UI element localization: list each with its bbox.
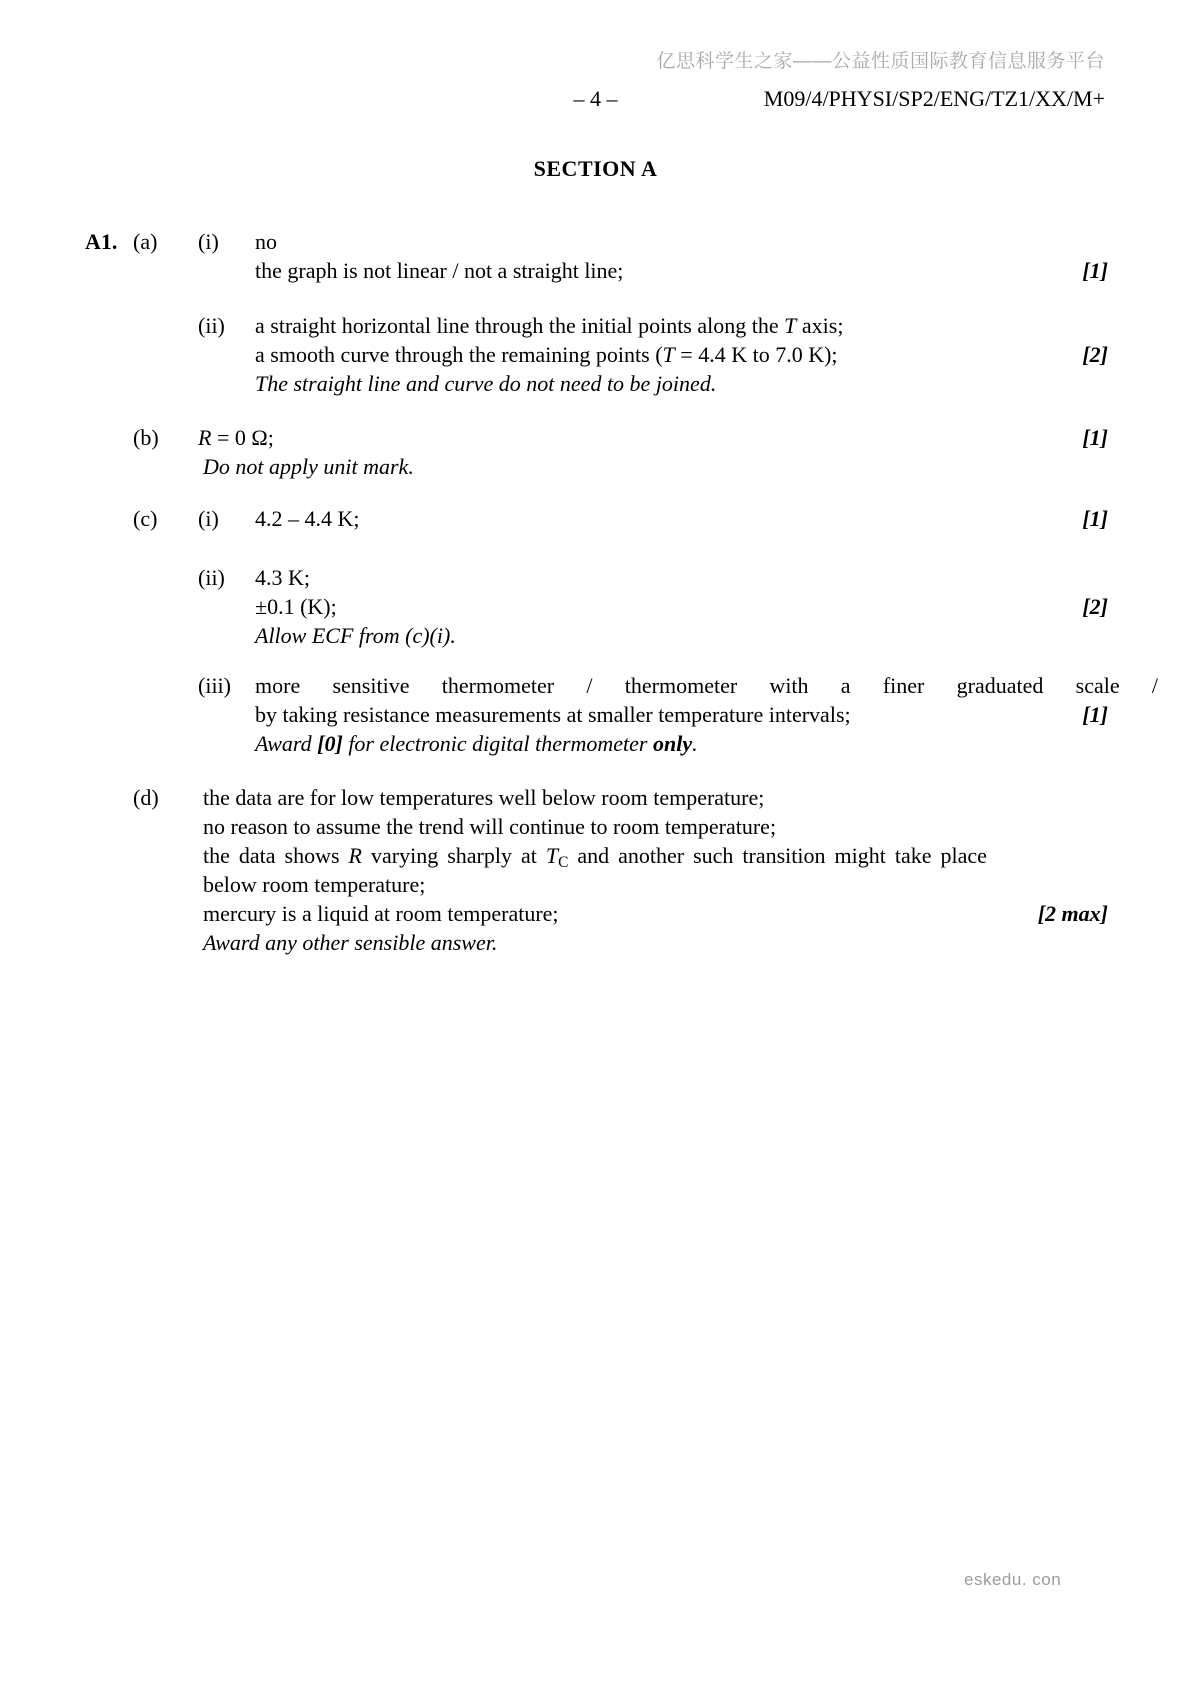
paper-code: M09/4/PHYSI/SP2/ENG/TZ1/XX/M+ <box>763 86 1105 111</box>
marks-badge: [2 max] <box>1037 901 1108 926</box>
answer-text: a smooth curve through the remaining points (T = 4.4 K to 7.0 K); <box>255 342 838 367</box>
answer-line <box>85 700 1158 729</box>
examiner-note: Do not apply unit mark. <box>203 454 414 479</box>
marks-badge: [1] <box>1082 506 1108 531</box>
examiner-note-line <box>85 729 1158 758</box>
answer-text: the data are for low temperatures well below room temperature; <box>203 785 765 810</box>
answer-line <box>85 870 1158 899</box>
question-number: A1. <box>85 229 118 254</box>
answer-text: no <box>255 229 277 254</box>
subpart-label-i: (i) <box>198 229 219 254</box>
answer-text: 4.2 – 4.4 K; <box>255 506 360 531</box>
site-watermark-top: 亿思科学生之家——公益性质国际教育信息服务平台 <box>656 51 1105 72</box>
site-watermark-bottom: eskedu. con <box>964 1570 1062 1589</box>
part-label-d: (d) <box>133 785 159 810</box>
answer-text: no reason to assume the trend will continue to room temperature; <box>203 814 777 839</box>
examiner-note: Award [0] for electronic digital thermometer only. <box>255 731 698 756</box>
examiner-note: Allow ECF from (c)(i). <box>255 623 456 648</box>
examiner-note: Award any other sensible answer. <box>203 930 498 955</box>
answer-text: 4.3 K; <box>255 565 310 590</box>
marks-badge: [1] <box>1082 425 1108 450</box>
page-number: – 4 – <box>573 86 618 111</box>
answer-line <box>85 592 1158 621</box>
answer-text: a straight horizontal line through the initial points along the T axis; <box>255 313 844 338</box>
answer-text: ±0.1 (K); <box>255 594 337 619</box>
examiner-note-line <box>85 928 1158 957</box>
answer-line <box>85 899 1158 928</box>
answer-line <box>85 340 1158 369</box>
examiner-note-line <box>85 621 1158 650</box>
part-label-c: (c) <box>133 506 158 531</box>
marks-badge: [1] <box>1082 702 1108 727</box>
examiner-note-line <box>85 369 1158 398</box>
answer-line <box>85 783 1158 812</box>
answers-content <box>85 227 1158 957</box>
examiner-note: The straight line and curve do not need to be joined. <box>255 371 717 396</box>
answer-text: below room temperature; <box>203 872 426 897</box>
marks-badge: [1] <box>1082 258 1108 283</box>
answer-text: the data shows R varying sharply at $T_C$ and another such transition might take place <box>203 843 987 871</box>
marks-badge: [2] <box>1082 594 1108 619</box>
answer-line <box>85 423 1158 452</box>
answer-line <box>85 227 1158 256</box>
marks-badge: [2] <box>1082 342 1108 367</box>
answer-text: more sensitive thermometer / thermometer with a finer graduated scale / <box>255 673 1158 698</box>
answer-text: by taking resistance measurements at smaller temperature intervals; <box>255 702 851 727</box>
answer-text: mercury is a liquid at room temperature; <box>203 901 559 926</box>
answer-text: the graph is not linear / not a straight line; <box>255 258 624 283</box>
subpart-label-ii: (ii) <box>198 565 225 590</box>
section-title: SECTION A <box>533 156 658 181</box>
answer-text: R = 0 Ω; <box>198 425 274 450</box>
answer-line <box>85 812 1158 841</box>
subpart-label-ii: (ii) <box>198 313 225 338</box>
answer-line <box>85 841 1158 870</box>
part-label-b: (b) <box>133 425 159 450</box>
answer-line <box>85 504 1158 533</box>
part-label-a: (a) <box>133 229 158 254</box>
answer-line <box>85 671 1158 700</box>
subpart-label-iii: (iii) <box>198 673 231 698</box>
answer-line <box>85 563 1158 592</box>
subpart-label-i: (i) <box>198 506 219 531</box>
answer-line <box>85 311 1158 340</box>
answer-line <box>85 256 1158 285</box>
examiner-note-line <box>85 452 1158 481</box>
